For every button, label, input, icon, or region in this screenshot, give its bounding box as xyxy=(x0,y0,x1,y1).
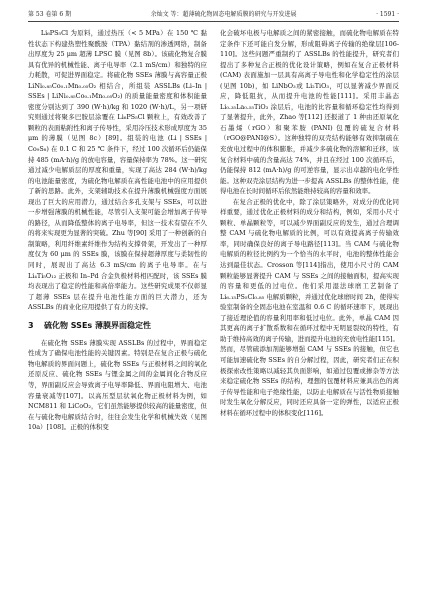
left-paragraph-1: Li₆PS₅Cl 为原料，通过热压（< 5 MPa）在 150 ℃ 黏性状态下构建热塑性聚酰胺（TPA）黏结剂的渗透网络，制备出厚度为 25 μm 超薄 LPSC 膜（见图 8b）。该硫化物复合膜具有优异的机械性能、离子电导率（2.1 mS/cm）和独特的应力耗散，可促进界面稳定。将硫化物 SSEs 薄膜与高容量正极 LiNi₀.₈₅Co₀.₁Mn₀.₀₅O₂ 相结合，所组装 ASSLBs (Li–In | SSEs | LiNi₀.₈₅Co₀.₁Mn₀.₀₅O₂) 的质量能量密度和体积能量密度分别达到了 390 (W·h)/kg 和 1020 (W·h)/L，另一项研究则通过将聚多巴胺层涂覆在 Li₆PS₅Cl 颗粒上，有效改善了颗粒的表面粘附性和离子传导性，采用冷压技术形成厚度为 35 μm 的薄膜（见图 8c）[89]。组装的电池 (Li | SSEs | Co₉S₈) 在 0.1 C 和 25 ℃ 条件下，经过 100 次循环后仍能保持 485 (mA·h)/g 的放电容量，容量保持率为 78%。这一研究通过减少电解质层的厚度和重量，实现了高达 284 (W·h)/kg 的电池能量密度，为硫化物电解质在高性能电池中的应用提供了新的思路。此外，支架辅助技术在提升薄膜机械强度方面展现出了巨大的应用潜力，通过结合多孔支架与 SSEs，可以进一步增强薄膜的机械性能，尽管引入支架可能会增加离子传导的路径，从而降低整体的离子电导率，但这一技术有望在不久的将来实现更为显著的突破。Zhu 等[90] 采用了一种创新的自制策略，利用纤维素纤维作为结构支撑骨架，开发出了一种厚度仅为 60 μm 的 SSEs 膜，该膜在保持超薄厚度与柔韧性的同时，展现出了高达 6.3 mS/cm 的离子电导率。在与 Li₄Ti₅O₁₂ 正极和 In–Pd 合金负极材料相匹配时，该 SSEs 膜均表现出了稳定的性能和高倍率能力。这些研究成果不仅彰显了超薄 SSEs 层在提升电池性能方面的巨大潜力，还为 ASSLBs 的商业化应用提供了有力的支撑。 xyxy=(28,29,207,312)
section-number: 3 xyxy=(28,320,34,330)
right-paragraph-1: 化会破坏电极与电解质之间的紧密接触，而硫化物电解质在特定条件下还可能自发分解，形成阻碍离子传输的绝缘层[106-110]。这些问题严重制约了 ASSLBs 的性能提升，研究者们提出了多种复合正极的优化设计策略，例如在复合正极材料(CAM) 表面施加一层具有高离子导电性和化学稳定性的涂层(见图 10b)，如 LiNbO₃或 Li₂TiO₃，可以显著减少界面反应，降低阻抗，从而提升电池的性能[111]。采用丰晶态 Li₀.₃₅La₀.₅₅TiO₃ 涂层后，电池的比容量和循环稳定性均得到了显著提升，此外，Zhao 等[112] 还报道了 1 种由还原氧化石墨烯（rGO）和聚苯胺 (PANI) 包覆的硫复合材料（rGO@PANI@S）。这种独特的双壳结构能够有效抑制硫在充放电过程中的体积膨胀，并减少多硫化物的溶解和迁移，该复合材料中硫的含量高达 74%，并且在经过 100 次循环后，仍能保持 812 (mA·h)/g 的可逆容量，显示出卓越的电化学性能。这种双壳涂层结构为进一步提高 ASSLBs 的整体性能，使得电池在长时间循环后依然能维持较高的容量和效率。 xyxy=(220,29,399,196)
section-title: 硫化物 SSEs 薄膜界面稳定性 xyxy=(44,320,151,330)
right-paragraph-2: 在复合正极的优化中，除了涂层策略外，对成分的优化同样重要，通过优化正极材料的成分和结构，例如，采用小尺寸颗粒、单晶颗粒等，可以减少界面副反应的发生，通过合理调整 CAM 与硫化物电解质的比例，可以有效提高离子传输效率，同时确保良好的离子导电路径[113]。当 CAM 与硫化物电解质的粒径比例约为一个恰当的水平时，电池的整体性能会达到最佳状态。Crosson 等[114]指出，使用小尺寸的 CAM 颗粒能够显著提升 CAM 与 SSEs 之间的接触面积，提高实现的容量和更低的过电位。他们采用湿法球磨工艺制备了 Li₆.₁₅PS₅Cl₀.₈₅ 电解质颗粒，并通过优化球磨时间 2h，使得实验室制备的全固态电池在室温和 0.6 C 的循环速率下，展现出了接近理论值的容量利用率和低过电位。此外，单晶 CAM 因其更高的离子扩散系数和在循环过程中无明显裂纹的特性，有助于维持高效的离子传输，进而提升电池的充放电性能[115]。然而，尽管硫添加剂能够增强 CAM 与 SSEs 的接触，但它也可能加速硫化物 SSEs 的自分解过程，因此，研究者们正在积极探索改性策略以减轻其负面影响，如通过包覆或掺杂等方法来稳定硫化物 SSEs 的结构，理想的包覆材料应兼具出色的离子传导性能和电子绝缘性能，以防止电解质在与活性物质接触时发生氧化分解反应，同时还应具备一定的弹性，以适应正极材料在循环过程中的体积变化[116]。 xyxy=(220,197,399,417)
header-rule xyxy=(28,21,399,22)
header-title: 余灿文 等：超薄硫化物固态电解质膜的研究与开发进展 xyxy=(150,11,297,18)
header-issue: 第 53 卷第 6 期 xyxy=(28,11,72,18)
left-column xyxy=(28,28,207,433)
section-heading xyxy=(28,320,207,332)
right-column xyxy=(220,28,399,418)
left-paragraph-2: 在硫化物 SSEs 薄膜实现 ASSLBs 的过程中，界面稳定性成为了确保电池性能的关键因素。特别是在复合正极与硫化物电解质的界面问题上，硫化物 SSEs 与正极材料之间的氧化还原反应、硫化物 SSEs 与锂金属之间的金属间化合物反应等，界面副反应会导致离子电导率降低、界面电阻增大、电池容量衰减等[107]。以高压型层状氧化物正极材料为例，如 NCM811 和 LiCoO₂，它们虽然能够提供较高的能量密度，但在与硫化物电解质结合时，往往会发生化学和机械失效（见图 10a）[108]。正极的体积变 xyxy=(28,338,207,432)
running-header xyxy=(28,9,399,21)
header-page-number: · 1591 · xyxy=(376,11,399,18)
